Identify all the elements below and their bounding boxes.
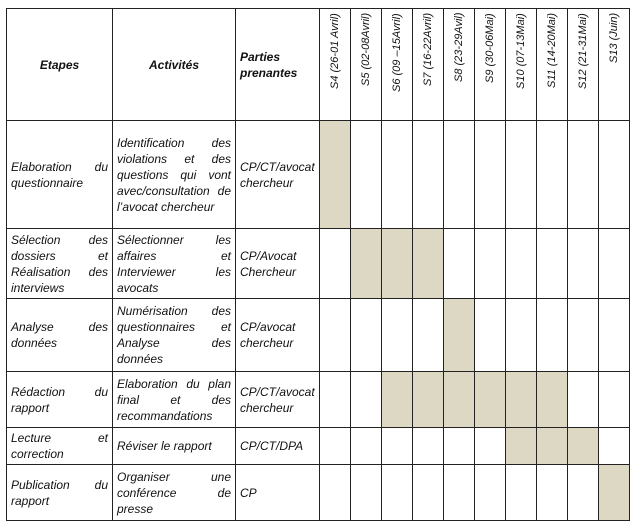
parties-cell: CP/CT/avocat chercheur <box>236 121 320 229</box>
week-cell-filled <box>536 428 567 465</box>
activite-cell: Numérisation des questionnaires et Analyse des données <box>113 299 236 372</box>
header-parties-prenantes: Parties prenantes <box>236 9 320 121</box>
week-cell <box>350 465 381 521</box>
table-row <box>7 121 630 229</box>
week-cell <box>412 299 443 372</box>
week-label: S7 (16-22Avril) <box>421 13 434 87</box>
week-cell <box>567 121 598 229</box>
week-cell <box>505 465 536 521</box>
week-label: S6 (09 –15Avril) <box>390 13 403 92</box>
activite-cell: Identification des violations et des questions qui vont avec/consultation de l’avocat chercheur <box>113 121 236 229</box>
week-cell <box>536 121 567 229</box>
week-cell <box>536 299 567 372</box>
week-cell <box>567 299 598 372</box>
week-cell <box>381 428 412 465</box>
parties-cell: CP/Avocat Chercheur <box>236 229 320 299</box>
table-row <box>7 465 630 521</box>
etape-cell: Elaboration du questionnaire <box>7 121 113 229</box>
parties-cell: CP/CT/avocat chercheur <box>236 372 320 428</box>
week-cell <box>505 121 536 229</box>
table-row <box>7 428 630 465</box>
week-label: S9 (30-06Mai) <box>483 13 496 83</box>
week-cell <box>598 299 629 372</box>
parties-cell: CP/CT/DPA <box>236 428 320 465</box>
week-cell <box>319 372 350 428</box>
week-cell <box>350 299 381 372</box>
week-cell-filled <box>598 465 629 521</box>
week-cell <box>567 229 598 299</box>
week-cell <box>598 372 629 428</box>
etape-cell: Sélection des dossiers et Réalisation des interviews <box>7 229 113 299</box>
week-cell <box>474 121 505 229</box>
week-cell <box>381 465 412 521</box>
week-cell-filled <box>381 229 412 299</box>
week-cell <box>319 229 350 299</box>
header-week-s4 <box>319 9 350 121</box>
header-week-s7 <box>412 9 443 121</box>
week-cell-filled <box>443 372 474 428</box>
header-week-s12 <box>567 9 598 121</box>
parties-cell: CP <box>236 465 320 521</box>
header-activites: Activités <box>113 9 236 121</box>
week-cell <box>598 121 629 229</box>
week-cell <box>381 299 412 372</box>
week-cell <box>443 229 474 299</box>
header-week-s10 <box>505 9 536 121</box>
week-cell <box>319 465 350 521</box>
week-cell <box>567 465 598 521</box>
week-cell <box>350 121 381 229</box>
table-row <box>7 229 630 299</box>
etape-cell: Analyse des données <box>7 299 113 372</box>
etape-cell: Lecture et correction <box>7 428 113 465</box>
week-cell <box>350 372 381 428</box>
week-cell <box>598 229 629 299</box>
week-cell <box>536 229 567 299</box>
week-cell <box>443 428 474 465</box>
week-cell-filled <box>412 229 443 299</box>
week-cell-filled <box>443 299 474 372</box>
week-cell-filled <box>536 372 567 428</box>
week-cell <box>319 428 350 465</box>
week-cell <box>443 465 474 521</box>
table-row <box>7 299 630 372</box>
week-label: S5 (02-08Avril) <box>359 13 372 87</box>
week-label: S12 (21-31Mai) <box>576 13 589 89</box>
week-cell <box>412 428 443 465</box>
week-cell <box>536 465 567 521</box>
week-label: S4 (26-01 Avril) <box>328 13 341 89</box>
week-cell <box>598 428 629 465</box>
week-cell <box>381 121 412 229</box>
week-cell-filled <box>474 372 505 428</box>
week-cell <box>567 372 598 428</box>
week-cell <box>474 428 505 465</box>
week-cell <box>443 121 474 229</box>
week-cell-filled <box>505 372 536 428</box>
week-cell <box>505 229 536 299</box>
week-cell <box>474 465 505 521</box>
header-week-s6 <box>381 9 412 121</box>
week-cell <box>412 465 443 521</box>
activite-cell: Elaboration du plan final et des recommandations <box>113 372 236 428</box>
header-row <box>7 9 630 121</box>
etape-cell: Rédaction du rapport <box>7 372 113 428</box>
schedule-table <box>6 8 630 521</box>
header-week-s5 <box>350 9 381 121</box>
header-etapes: Etapes <box>7 9 113 121</box>
activite-cell: Sélectionner les affaires et Interviewer les avocats <box>113 229 236 299</box>
header-week-s11 <box>536 9 567 121</box>
week-cell <box>350 428 381 465</box>
week-cell-filled <box>381 372 412 428</box>
week-label: S10 (07-13Mai) <box>514 13 527 89</box>
week-label: S11 (14-20Mai) <box>545 13 558 88</box>
schedule-table-wrapper <box>6 8 630 521</box>
week-cell-filled <box>505 428 536 465</box>
week-cell-filled <box>350 229 381 299</box>
table-row <box>7 372 630 428</box>
header-week-s9 <box>474 9 505 121</box>
week-cell <box>505 299 536 372</box>
header-week-s13 <box>598 9 629 121</box>
week-cell <box>474 229 505 299</box>
activite-cell: Réviser le rapport <box>113 428 236 465</box>
parties-cell: CP/avocat chercheur <box>236 299 320 372</box>
week-cell-filled <box>567 428 598 465</box>
week-label: S8 (23-29Avil) <box>452 13 465 83</box>
activite-cell: Organiser une conférence de presse <box>113 465 236 521</box>
week-cell-filled <box>412 372 443 428</box>
header-week-s8 <box>443 9 474 121</box>
week-cell <box>412 121 443 229</box>
week-cell <box>474 299 505 372</box>
week-cell-filled <box>319 121 350 229</box>
week-label: S13 (Juin) <box>607 13 620 64</box>
week-cell <box>319 299 350 372</box>
etape-cell: Publication du rapport <box>7 465 113 521</box>
